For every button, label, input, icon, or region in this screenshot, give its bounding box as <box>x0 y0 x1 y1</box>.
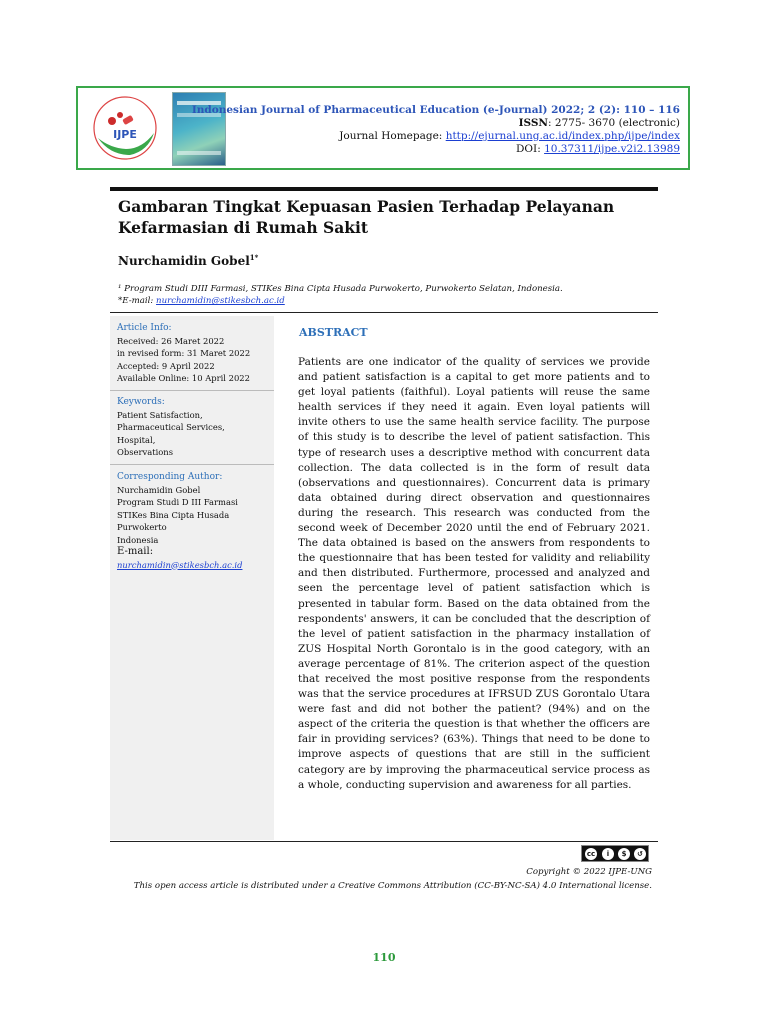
header-bottom-rule <box>110 312 658 313</box>
corresponding-line: STIKes Bina Cipta Husada <box>117 509 230 520</box>
received-date: Received: 26 Maret 2022 <box>117 335 225 346</box>
license-statement: This open access article is distributed under a Creative Commons Attribution (CC-BY-NC-SA) 4.0 International license. <box>133 881 652 891</box>
affiliation-line: ¹ Program Studi DIII Farmasi, STIKes Bina Cipta Husada Purwokerto, Purwokerto Selatan, Indonesia. <box>118 284 563 294</box>
page-number: 110 <box>372 951 396 964</box>
title-top-rule <box>110 187 658 191</box>
sidebar-divider <box>110 390 274 391</box>
revised-date: in revised form: 31 Maret 2022 <box>117 348 251 358</box>
abstract-heading: ABSTRACT <box>299 326 368 339</box>
doi-link[interactable]: 10.37311/ijpe.v2i2.13989 <box>544 143 680 155</box>
article-title: Gambaran Tingkat Kepuasan Pasien Terhadap Pelayanan Kefarmasian di Rumah Sakit <box>118 197 615 237</box>
accepted-date: Accepted: 9 April 2022 <box>117 360 215 371</box>
by-icon: i <box>602 848 614 860</box>
corresponding-line: Nurchamidin Gobel <box>117 484 201 495</box>
online-date: Available Online: 10 April 2022 <box>117 373 250 383</box>
cc-license-badge[interactable] <box>581 845 649 862</box>
issn-line: ISSN: 2775- 3670 (electronic) <box>518 117 680 129</box>
journal-logo <box>90 93 160 163</box>
corresponding-email-link[interactable]: nurchamidin@stikesbch.ac.id <box>117 559 243 570</box>
corresponding-line: Indonesia <box>117 534 159 545</box>
homepage-line: Journal Homepage: http://ejurnal.ung.ac.id/index.php/ijpe/index <box>339 130 680 142</box>
journal-header <box>76 86 690 170</box>
article-info <box>117 322 271 385</box>
journal-name: Indonesian Journal of Pharmaceutical Education (e-Journal) 2022; 2 (2): 110 – 116 <box>191 104 680 116</box>
affiliation-email-line: *E-mail: nurchamidin@stikesbch.ac.id <box>118 296 285 306</box>
keywords-heading: Keywords: <box>117 397 165 407</box>
article-info-heading: Article Info: <box>117 323 172 333</box>
corresponding-heading: Corresponding Author: <box>117 472 223 482</box>
corresponding-author <box>117 471 271 571</box>
article-sidebar <box>110 316 274 840</box>
author-name: Nurchamidin Gobel$^{1*}$ <box>118 253 259 268</box>
keyword-item: Pharmaceutical Services, <box>117 422 225 432</box>
affiliation-email-link[interactable]: nurchamidin@stikesbch.ac.id <box>156 296 285 306</box>
corresponding-email-label: E-mail: <box>117 546 154 557</box>
sa-icon: ↺ <box>634 848 646 860</box>
journal-info <box>192 104 680 156</box>
nc-icon: $ <box>618 848 630 860</box>
copyright-line: Copyright © 2022 IJPE-UNG <box>526 867 652 877</box>
abstract-text: Patients are one indicator of the quality of services we provide and patient satisfaction is a capital to get more patients and to get loyal patients (faithful). Loyal patients will reuse the same health services if they need it again. Even loyal patients will invite others to use the same health service facility. The purpose of this study is to describe the level of patient satisfaction. This type of research uses a descriptive method with concurrent data collection. The data collected is in the form of result data (observations and questionnaires). Concurrent data is primary data obtained during direct observation and questionnaires during the research. This research was conducted from the second week of December 2020 until the end of February 2021. The data obtained is based on the answers from respondents to the questionnaire that has been tested for validity and reliability and then distributed. Furthermore, processed and analyzed and seen the percentage level of patient satisfaction which is presented in tabular form. Based on the data obtained from the respondents' answers, it can be concluded that the description of the level of patient satisfaction in the pharmacy installation of ZUS Hospital North Gorontalo is in the good category, with an average percentage of 81%. The criterion aspect of the question that received the most positive response from the respondents was that the service procedures at IFRSUD ZUS Gorontalo Utara were fast and did not bother the patient? (94%) and on the aspect of the criteria the question is that whether the officers are fair in providing services? (63%). Things that need to be done to improve aspects of questions that are still in the sufficient category are by improving the pharmaceutical service process as a whole, conducting supervision and awareness for all parties. <box>298 356 650 791</box>
doi-line: DOI: 10.37311/ijpe.v2i2.13989 <box>516 143 680 155</box>
affiliation <box>118 283 658 307</box>
keyword-item: Observations <box>117 447 173 457</box>
corresponding-line: Purwokerto <box>117 522 167 532</box>
cc-icon: cc <box>586 850 596 858</box>
keywords <box>117 396 271 459</box>
keyword-item: Hospital, <box>117 434 156 445</box>
svg-text:IJPE: IJPE <box>113 128 137 141</box>
homepage-link[interactable]: http://ejurnal.ung.ac.id/index.php/ijpe/index <box>445 130 680 142</box>
abstract-bottom-rule <box>110 841 658 842</box>
corresponding-line: Program Studi D III Farmasi <box>117 497 238 507</box>
sidebar-divider <box>110 464 274 465</box>
keyword-item: Patient Satisfaction, <box>117 409 203 420</box>
